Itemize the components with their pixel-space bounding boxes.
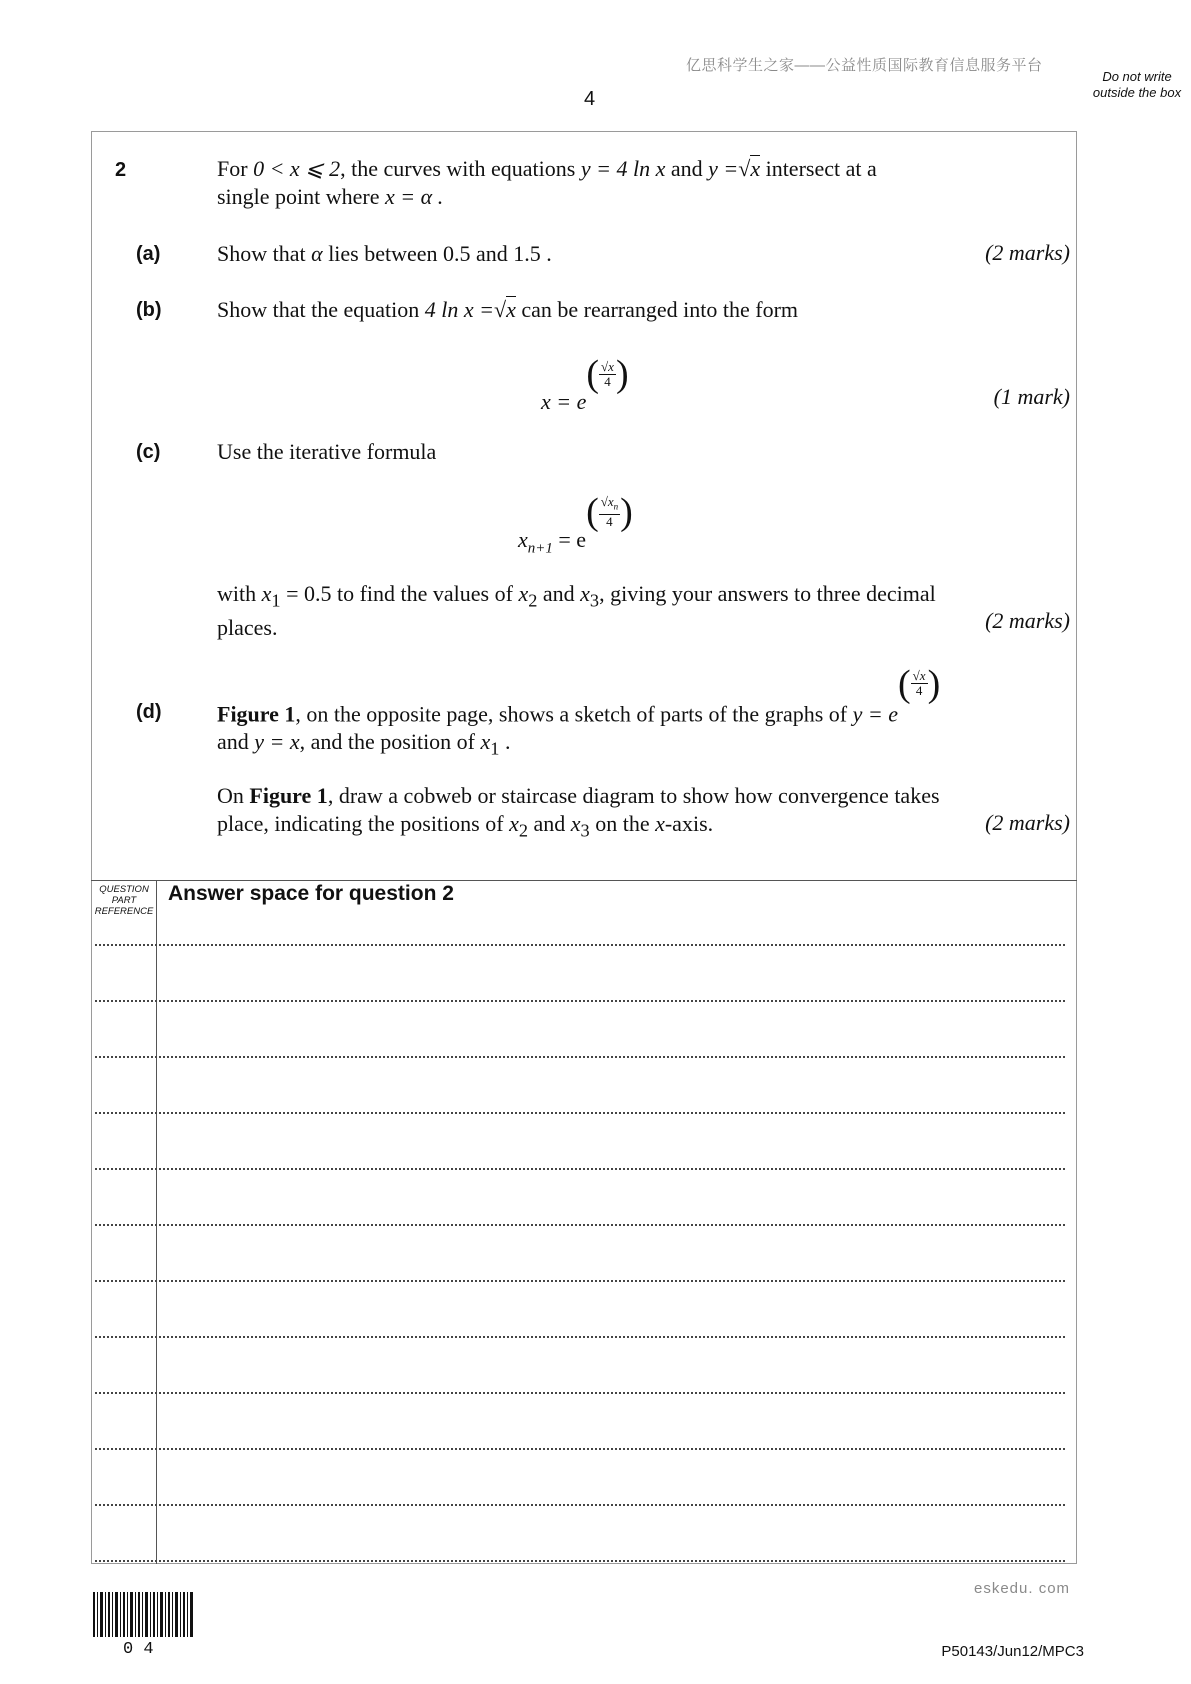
page-number: 4 [584,88,596,110]
intro-condition: 0 < x ⩽ 2 [253,156,341,181]
part-b-eq: 4 ln x = [424,297,494,322]
question-box [91,131,1077,1564]
part-c-formula [518,490,633,557]
part-c-line2: places. [217,615,278,641]
part-a-label: (a) [136,243,161,265]
period: . [504,729,511,755]
part-d-marks: (2 marks) [985,810,1070,835]
exponent-fraction [911,669,928,698]
part-a-text [217,240,1069,268]
part-d-line2-a: and [217,729,249,755]
watermark-text: 亿思科学生之家——公益性质国际教育信息服务平台 [686,57,1043,74]
x2: x [509,811,519,836]
x2-sub: 2 [528,590,538,611]
fraction-numerator: √x [912,668,926,684]
part-b-text-1: Show that the equation [217,297,420,322]
right-paren: ) [620,491,633,533]
intro-line2-eq: x = α . [385,184,444,209]
formula-sub: n+1 [527,540,553,557]
part-c-line1-b: to find the values of [336,581,513,606]
answer-line[interactable] [95,1224,1065,1226]
exponent-fraction [599,360,616,389]
part-d-p2-line2-b: on the [595,811,650,836]
x3-sub: 3 [589,590,600,611]
x1: x [480,729,491,755]
equation-ln: y = 4 ln x [580,156,666,181]
part-c-line1-c: , giving your answers to three decimal [599,581,936,606]
part-b-marks: (1 mark) [993,384,1070,409]
question-number: 2 [115,159,127,181]
right-paren: ) [927,662,941,705]
part-d-label: (d) [136,701,162,723]
part-d-text-1: , on the opposite page, shows a sketch of parts of the graphs of [295,701,848,727]
left-paren: ( [586,491,599,533]
x1-value: = 0.5 [286,581,332,606]
part-d-text [217,662,1069,763]
margin-note: Do not write outside the box [1092,69,1182,100]
part-d-p2-line2-a: place, indicating the positions of [217,811,504,836]
answer-line[interactable] [95,1448,1065,1450]
formula-x: x [518,527,528,553]
part-b-text-2: can be rearranged into the form [521,297,799,322]
part-d-line2-b: , and the position of [299,729,476,755]
answer-space-title: Answer space for question 2 [168,882,454,905]
fraction-num-x: √x [600,494,614,510]
x3: x [580,581,590,606]
answer-line[interactable] [95,1560,1065,1562]
x3: x [570,811,581,836]
part-b-label: (b) [136,299,162,321]
part-b-radicand: x [506,297,516,322]
x2-sub: 2 [518,820,528,841]
website-watermark: eskedu. com [974,1580,1071,1597]
fraction-num-sub: n [613,501,619,512]
with-word: with [217,581,257,606]
part-d-y-eq: y = e [852,701,899,727]
fraction-denominator: 4 [604,373,611,389]
sqrt-radicand: x [750,156,761,181]
formula-lhs: x = e [541,389,587,415]
x1: x [261,581,272,606]
and-word: and [542,581,575,606]
part-c-marks: (2 marks) [985,608,1070,633]
answer-line[interactable] [95,1056,1065,1058]
part-a-marks: (2 marks) [985,240,1070,265]
part-b-text [217,296,1069,324]
intro-text-2: , the curves with equations [340,156,576,181]
fraction-denominator: 4 [606,513,613,529]
answer-divider [91,880,1077,881]
answer-line[interactable] [95,1280,1065,1282]
right-paren: ) [615,353,629,395]
part-a-text-1: Show that [217,241,306,266]
left-paren: ( [586,353,600,395]
exponent-fraction [599,495,620,529]
barcode-number: 0 4 [123,1640,154,1659]
on-word: On [217,783,244,808]
answer-line[interactable] [95,1504,1065,1506]
fraction-numerator [599,495,620,515]
reference-column-line [156,880,157,1564]
part-d-line2-eq: y = x [254,729,300,755]
part-d-p2-text: , draw a cobweb or staircase diagram to show how convergence takes [327,783,940,808]
intro-text-3: intersect at a [765,156,877,181]
answer-line[interactable] [95,1000,1065,1002]
x-axis-var: x [655,811,665,836]
fraction-numerator: √x [601,358,614,374]
part-c-text: Use the iterative formula [217,439,437,464]
and-word: and [533,811,566,836]
x3-sub: 3 [580,820,590,841]
fraction-denominator: 4 [915,683,923,699]
answer-line[interactable] [95,1112,1065,1114]
part-d-p2-line2-c: -axis. [664,811,714,836]
part-a-alpha: α [311,241,323,266]
answer-line[interactable] [95,1392,1065,1394]
intro-line2: single point where [217,184,380,209]
part-c-text-2 [217,580,1069,642]
part-d-paragraph-2 [217,782,1069,844]
part-a-text-2: lies between 0.5 and 1.5 . [328,241,552,266]
x2: x [518,581,529,606]
figure-ref: Figure 1 [217,701,296,727]
answer-line[interactable] [95,1168,1065,1170]
x1-sub: 1 [490,738,500,759]
sqrt-symbol: √ [493,297,507,322]
sqrt-symbol: √ [738,156,751,181]
part-c-label: (c) [136,441,161,463]
question-part-reference-label: QUESTION PART REFERENCE [94,884,154,917]
intro-text: For [217,156,248,181]
left-paren: ( [898,662,911,705]
part-d-exponent [898,662,941,705]
figure-ref-2: Figure 1 [249,783,328,808]
question-intro [217,155,1069,211]
equation-sqrt-lhs: y = [708,156,739,181]
answer-line[interactable] [95,944,1065,946]
formula-eq: = e [558,527,587,553]
x1-sub: 1 [271,590,281,611]
part-b-formula [541,352,629,415]
barcode-icon [93,1592,193,1637]
and-word: and [670,156,703,181]
paper-code: P50143/Jun12/MPC3 [941,1643,1084,1660]
answer-line[interactable] [95,1336,1065,1338]
